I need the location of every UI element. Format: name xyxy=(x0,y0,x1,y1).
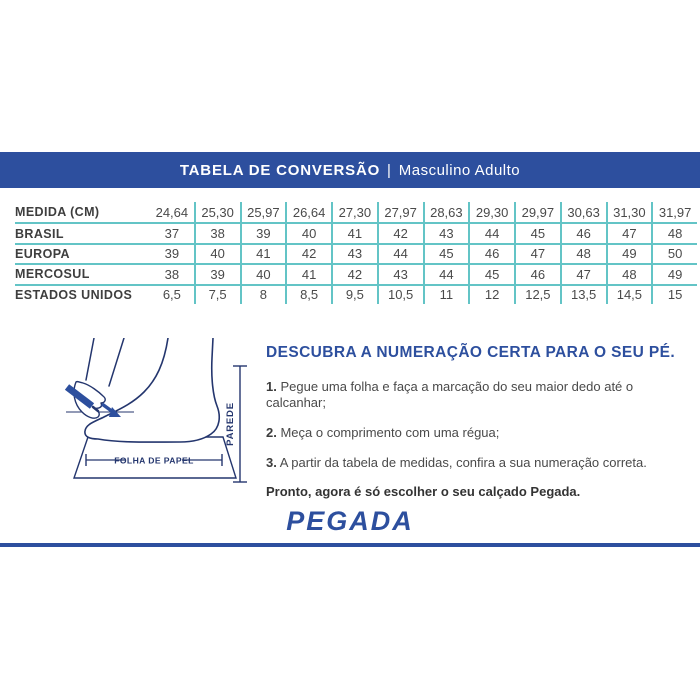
size-value-cell: 9,5 xyxy=(331,286,377,304)
row-label: EUROPA xyxy=(15,246,70,261)
size-value-cell: 45 xyxy=(468,265,514,283)
size-value-cell: 29,30 xyxy=(468,202,514,222)
row-label: BRASIL xyxy=(15,226,64,241)
size-value-cell: 10,5 xyxy=(377,286,423,304)
table-row xyxy=(15,222,697,242)
banner-subtitle: Masculino Adulto xyxy=(398,161,521,179)
size-value-cell: 43 xyxy=(423,224,469,242)
instructions-section xyxy=(266,344,686,500)
size-value-cell: 12 xyxy=(468,286,514,304)
size-value-cell: 40 xyxy=(240,265,286,283)
size-value-cell: 48 xyxy=(560,245,606,263)
size-value-cell: 8 xyxy=(240,286,286,304)
size-value-cell: 24,64 xyxy=(155,204,189,220)
size-value-cell: 49 xyxy=(606,245,652,263)
size-value-cell: 47 xyxy=(606,224,652,242)
table-row xyxy=(15,284,697,304)
size-value-cell: 50 xyxy=(651,245,697,263)
instructions-closing: Pronto, agora é só escolher o seu calçado Pegada. xyxy=(266,484,581,499)
instruction-step-1 xyxy=(266,379,686,412)
conversion-table-banner xyxy=(0,152,700,188)
banner-separator: | xyxy=(387,161,392,179)
size-value-cell: 41 xyxy=(331,224,377,242)
size-value-cell: 15 xyxy=(651,286,697,304)
banner-title: TABELA DE CONVERSÃO xyxy=(179,161,381,179)
size-value-cell: 43 xyxy=(377,265,423,283)
size-value-cell: 37 xyxy=(164,226,180,242)
foot-outline xyxy=(85,338,219,442)
size-value-cell: 42 xyxy=(377,224,423,242)
foot-measurement-diagram xyxy=(30,338,262,490)
table-row xyxy=(15,263,697,283)
row-label: ESTADOS UNIDOS xyxy=(15,287,133,302)
size-value-cell: 31,30 xyxy=(606,202,652,222)
step-text: A partir da tabela de medidas, confira a sua numeração correta. xyxy=(276,454,647,470)
size-value-cell: 49 xyxy=(651,265,697,283)
size-value-cell: 6,5 xyxy=(162,287,181,303)
step-text: Meça o comprimento com uma régua; xyxy=(276,425,500,440)
size-value-cell: 46 xyxy=(514,265,560,283)
arm-outline xyxy=(86,338,124,386)
instruction-step-3 xyxy=(266,455,686,471)
size-value-cell: 13,5 xyxy=(560,286,606,304)
size-value-cell: 38 xyxy=(194,224,240,242)
size-value-cell: 48 xyxy=(651,224,697,242)
size-value-cell: 44 xyxy=(468,224,514,242)
size-value-cell: 45 xyxy=(423,245,469,263)
size-value-cell: 46 xyxy=(468,245,514,263)
paper-label: FOLHA DE PAPEL xyxy=(114,455,194,466)
size-value-cell: 42 xyxy=(331,265,377,283)
size-value-cell: 38 xyxy=(164,266,180,282)
size-value-cell: 44 xyxy=(377,245,423,263)
instruction-step-2 xyxy=(266,425,686,441)
size-value-cell: 41 xyxy=(285,265,331,283)
step-number: 2. xyxy=(266,425,277,440)
size-value-cell: 27,30 xyxy=(331,202,377,222)
size-value-cell: 25,97 xyxy=(240,202,286,222)
size-value-cell: 28,63 xyxy=(423,202,469,222)
wall-label: PAREDE xyxy=(225,402,236,446)
table-row xyxy=(15,243,697,263)
size-value-cell: 47 xyxy=(560,265,606,283)
size-value-cell: 39 xyxy=(164,246,180,262)
size-value-cell: 44 xyxy=(423,265,469,283)
size-value-cell: 46 xyxy=(560,224,606,242)
footer-divider-line xyxy=(0,543,700,547)
size-value-cell: 31,97 xyxy=(651,202,697,222)
size-value-cell: 40 xyxy=(194,245,240,263)
size-value-cell: 39 xyxy=(194,265,240,283)
size-value-cell: 12,5 xyxy=(514,286,560,304)
size-value-cell: 40 xyxy=(285,224,331,242)
size-value-cell: 41 xyxy=(240,245,286,263)
size-value-cell: 7,5 xyxy=(194,286,240,304)
size-value-cell: 39 xyxy=(240,224,286,242)
size-value-cell: 8,5 xyxy=(285,286,331,304)
size-value-cell: 43 xyxy=(331,245,377,263)
size-value-cell: 47 xyxy=(514,245,560,263)
size-value-cell: 26,64 xyxy=(285,202,331,222)
pegada-logo: PEGADA xyxy=(286,506,414,536)
size-value-cell: 29,97 xyxy=(514,202,560,222)
step-text: Pegue uma folha e faça a marcação do seu maior dedo até o calcanhar; xyxy=(266,379,634,411)
size-table xyxy=(15,202,697,304)
size-value-cell: 30,63 xyxy=(560,202,606,222)
size-value-cell: 25,30 xyxy=(194,202,240,222)
size-value-cell: 45 xyxy=(514,224,560,242)
size-value-cell: 42 xyxy=(285,245,331,263)
table-row xyxy=(15,202,697,222)
size-value-cell: 14,5 xyxy=(606,286,652,304)
instructions-heading: DESCUBRA A NUMERAÇÃO CERTA PARA O SEU PÉ. xyxy=(266,344,676,361)
row-label: MEDIDA (CM) xyxy=(15,205,100,220)
size-value-cell: 48 xyxy=(606,265,652,283)
step-number: 1. xyxy=(266,379,277,394)
row-label: MERCOSUL xyxy=(15,267,90,282)
step-number: 3. xyxy=(266,454,277,470)
size-value-cell: 27,97 xyxy=(377,202,423,222)
size-value-cell: 11 xyxy=(423,286,469,304)
